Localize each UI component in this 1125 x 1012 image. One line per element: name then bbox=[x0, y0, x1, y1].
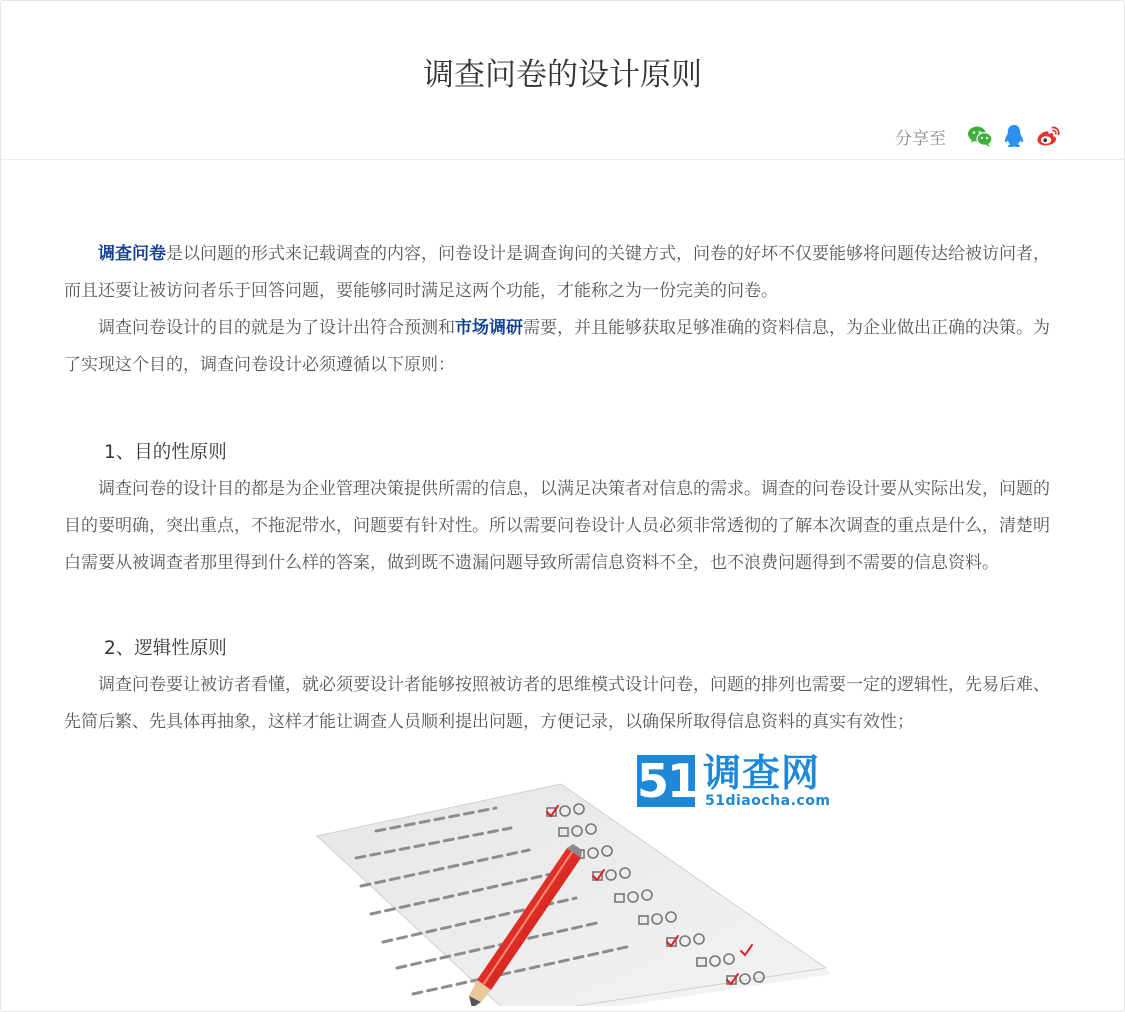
market-research-link[interactable]: 市场调研 bbox=[455, 318, 523, 338]
section-body-1: 调查问卷的设计目的都是为企业管理决策提供所需的信息，以满足决策者对信息的需求。调查的问卷设计要从实际出发，问题的目的要明确，突出重点，不拖泥带水，问题要有针对性。所以需要问卷设计人员必须非常透彻的了解本次调查的重点是什么，清楚明白需要从被调查者那里得到什么样的答案，做到既不遗漏问题导致所需信息资料不全，也不浪费问题得到不需要的信息资料。 bbox=[64, 479, 1050, 573]
article-title: 调查问卷的设计原则 bbox=[423, 57, 702, 93]
share-label: 分享至 bbox=[895, 128, 946, 149]
weibo-icon[interactable] bbox=[1034, 122, 1062, 150]
watermark-logo bbox=[637, 751, 859, 811]
article-header bbox=[1, 1, 1124, 160]
watermark-name: 调查网 bbox=[703, 751, 821, 795]
survey-link[interactable]: 调查问卷 bbox=[98, 244, 166, 264]
wechat-icon[interactable] bbox=[966, 122, 994, 150]
section-heading-2: 2、逻辑性原则 bbox=[104, 638, 227, 659]
intro-paragraph-2-before: 调查问卷设计的目的就是为了设计出符合预测和 bbox=[98, 318, 455, 338]
spacer bbox=[64, 384, 1064, 434]
intro-paragraph-1 bbox=[64, 236, 1064, 310]
spacer bbox=[64, 582, 1064, 630]
section-body-2: 调查问卷要让被访者看懂，就必须要设计者能够按照被访者的思维模式设计问卷，问题的排列也需要一定的逻辑性，先易后难、先简后繁、先具体再抽象，这样才能让调查人员顺利提出问题，方便记录，以确保所取得信息资料的真实有效性； bbox=[64, 675, 1050, 732]
share-bar bbox=[895, 121, 1062, 151]
intro-paragraph-2 bbox=[64, 310, 1064, 384]
qq-icon[interactable] bbox=[1000, 122, 1028, 150]
intro-paragraph-1-text: 是以问题的形式来记载调查的内容，问卷设计是调查询问的关键方式，问卷的好坏不仅要能够将问题传达给被访问者，而且还要让被访问者乐于回答问题，要能够同时满足这两个功能，才能称之为一份完美的问卷。 bbox=[64, 244, 1050, 301]
watermark-url: 51diaocha.com bbox=[705, 793, 831, 809]
section-heading-1: 1、目的性原则 bbox=[104, 442, 227, 463]
article-body bbox=[64, 236, 1064, 741]
intro-paragraph-2-after: 需要，并且能够获取足够准确的资料信息，为企业做出正确的决策。为了实现这个目的，调查问卷设计必须遵循以下原则： bbox=[64, 318, 1050, 375]
watermark-number: 51 bbox=[637, 754, 698, 808]
